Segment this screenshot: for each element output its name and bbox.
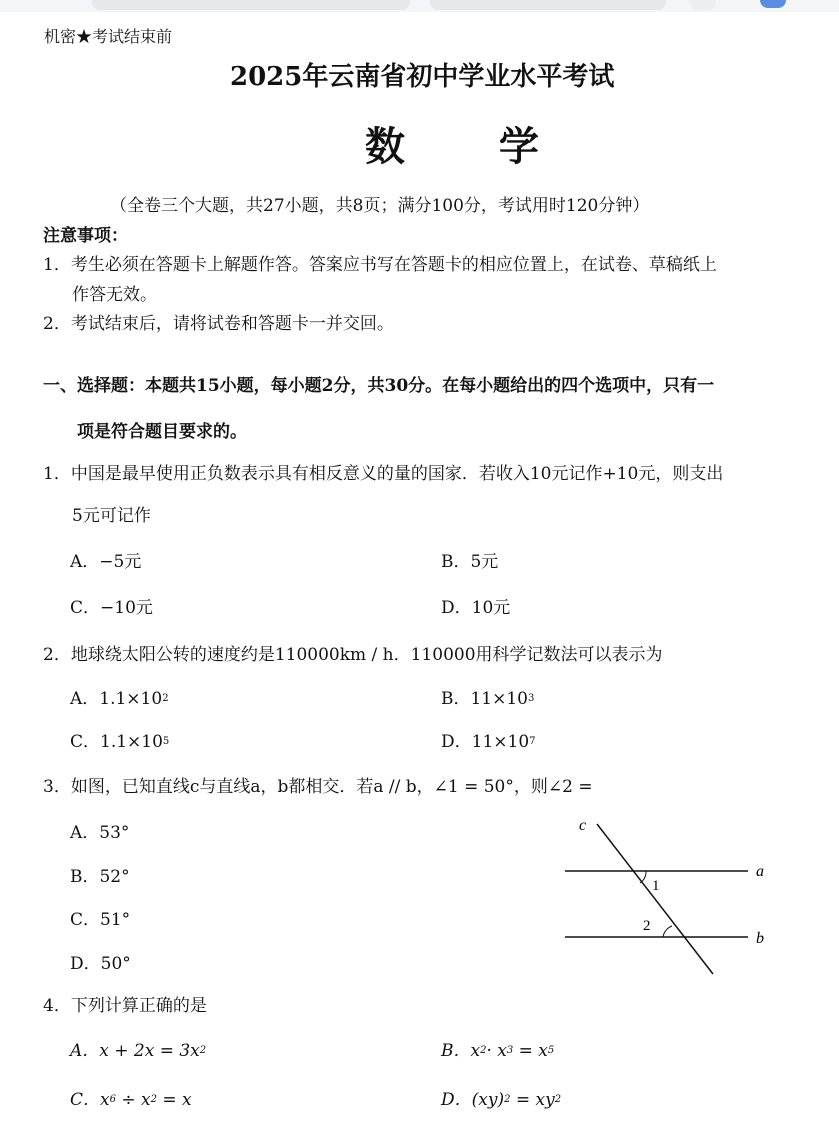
notice-item-2: 2．考试结束后，请将试卷和答题卡一并交回。 bbox=[43, 314, 394, 334]
notice-heading: 注意事项： bbox=[43, 226, 128, 246]
q3-option-a: A．53° bbox=[70, 823, 130, 843]
exam-info: （全卷三个大题，共27小题，共8页；满分100分，考试用时120分钟） bbox=[110, 196, 650, 216]
question-1-stem: 1．中国是最早使用正负数表示具有相反意义的量的国家．若收入10元记作+10元，则支出 bbox=[43, 464, 724, 484]
q4-option-b: B．$x^2\cdot x^3 = x^5$ bbox=[441, 1041, 555, 1061]
q3-option-d: D．50° bbox=[70, 954, 131, 974]
notice-item-1: 1．考生必须在答题卡上解题作答。答案应书写在答题卡的相应位置上，在试卷、草稿纸上 bbox=[43, 255, 717, 275]
q3-option-c: C．51° bbox=[70, 910, 131, 930]
q4-option-c: C．$x^6 \div x^2 = x$ bbox=[70, 1090, 192, 1110]
line-c bbox=[597, 824, 713, 974]
notice-item-1-cont: 作答无效。 bbox=[72, 285, 157, 305]
section-heading-cont: 项是符合题目要求的。 bbox=[77, 422, 247, 442]
label-angle-2: 2 bbox=[643, 918, 651, 934]
question-2-stem: 2．地球绕太阳公转的速度约是110000km / h．110000用科学记数法可以表示为 bbox=[43, 645, 663, 665]
q2-option-a: A．$1.1\times 10^2$ bbox=[70, 689, 169, 709]
q3-option-b: B．52° bbox=[70, 867, 130, 887]
q1-option-b: B．5元 bbox=[441, 552, 499, 572]
question-1-stem-cont: 5元可记作 bbox=[72, 506, 151, 526]
section-heading: 一、选择题：本题共15小题，每小题2分，共30分。在每小题给出的四个选项中，只有一 bbox=[43, 376, 715, 396]
question-3-stem: 3．如图，已知直线c与直线a，b都相交．若a // b，∠1 = 50°，则∠2 = bbox=[43, 777, 593, 797]
q2-option-d: D．$11\times 10^7$ bbox=[441, 732, 536, 752]
q2-option-b: B．$11\times 10^3$ bbox=[441, 689, 535, 709]
question-4-stem: 4．下列计算正确的是 bbox=[43, 996, 207, 1016]
label-a: a bbox=[756, 863, 764, 880]
confidential-label: 机密★考试结束前 bbox=[44, 27, 173, 46]
label-angle-1: 1 bbox=[652, 878, 660, 894]
label-b: b bbox=[756, 930, 764, 947]
label-c: c bbox=[579, 817, 587, 834]
q2-option-c: C．$1.1\times 10^5$ bbox=[70, 732, 170, 752]
exam-title: 2025年云南省初中学业水平考试 bbox=[230, 62, 615, 92]
q4-option-d: D．$(xy)^2 = xy^2$ bbox=[441, 1090, 562, 1110]
q1-option-c: C．−10元 bbox=[70, 598, 153, 618]
subject-title: 数 学 bbox=[365, 123, 579, 170]
q1-option-d: D．10元 bbox=[441, 598, 511, 618]
q4-option-a: A．$x + 2x = 3x^2$ bbox=[70, 1041, 207, 1061]
angle-2-arc bbox=[663, 926, 672, 937]
q1-option-a: A．−5元 bbox=[70, 552, 142, 572]
